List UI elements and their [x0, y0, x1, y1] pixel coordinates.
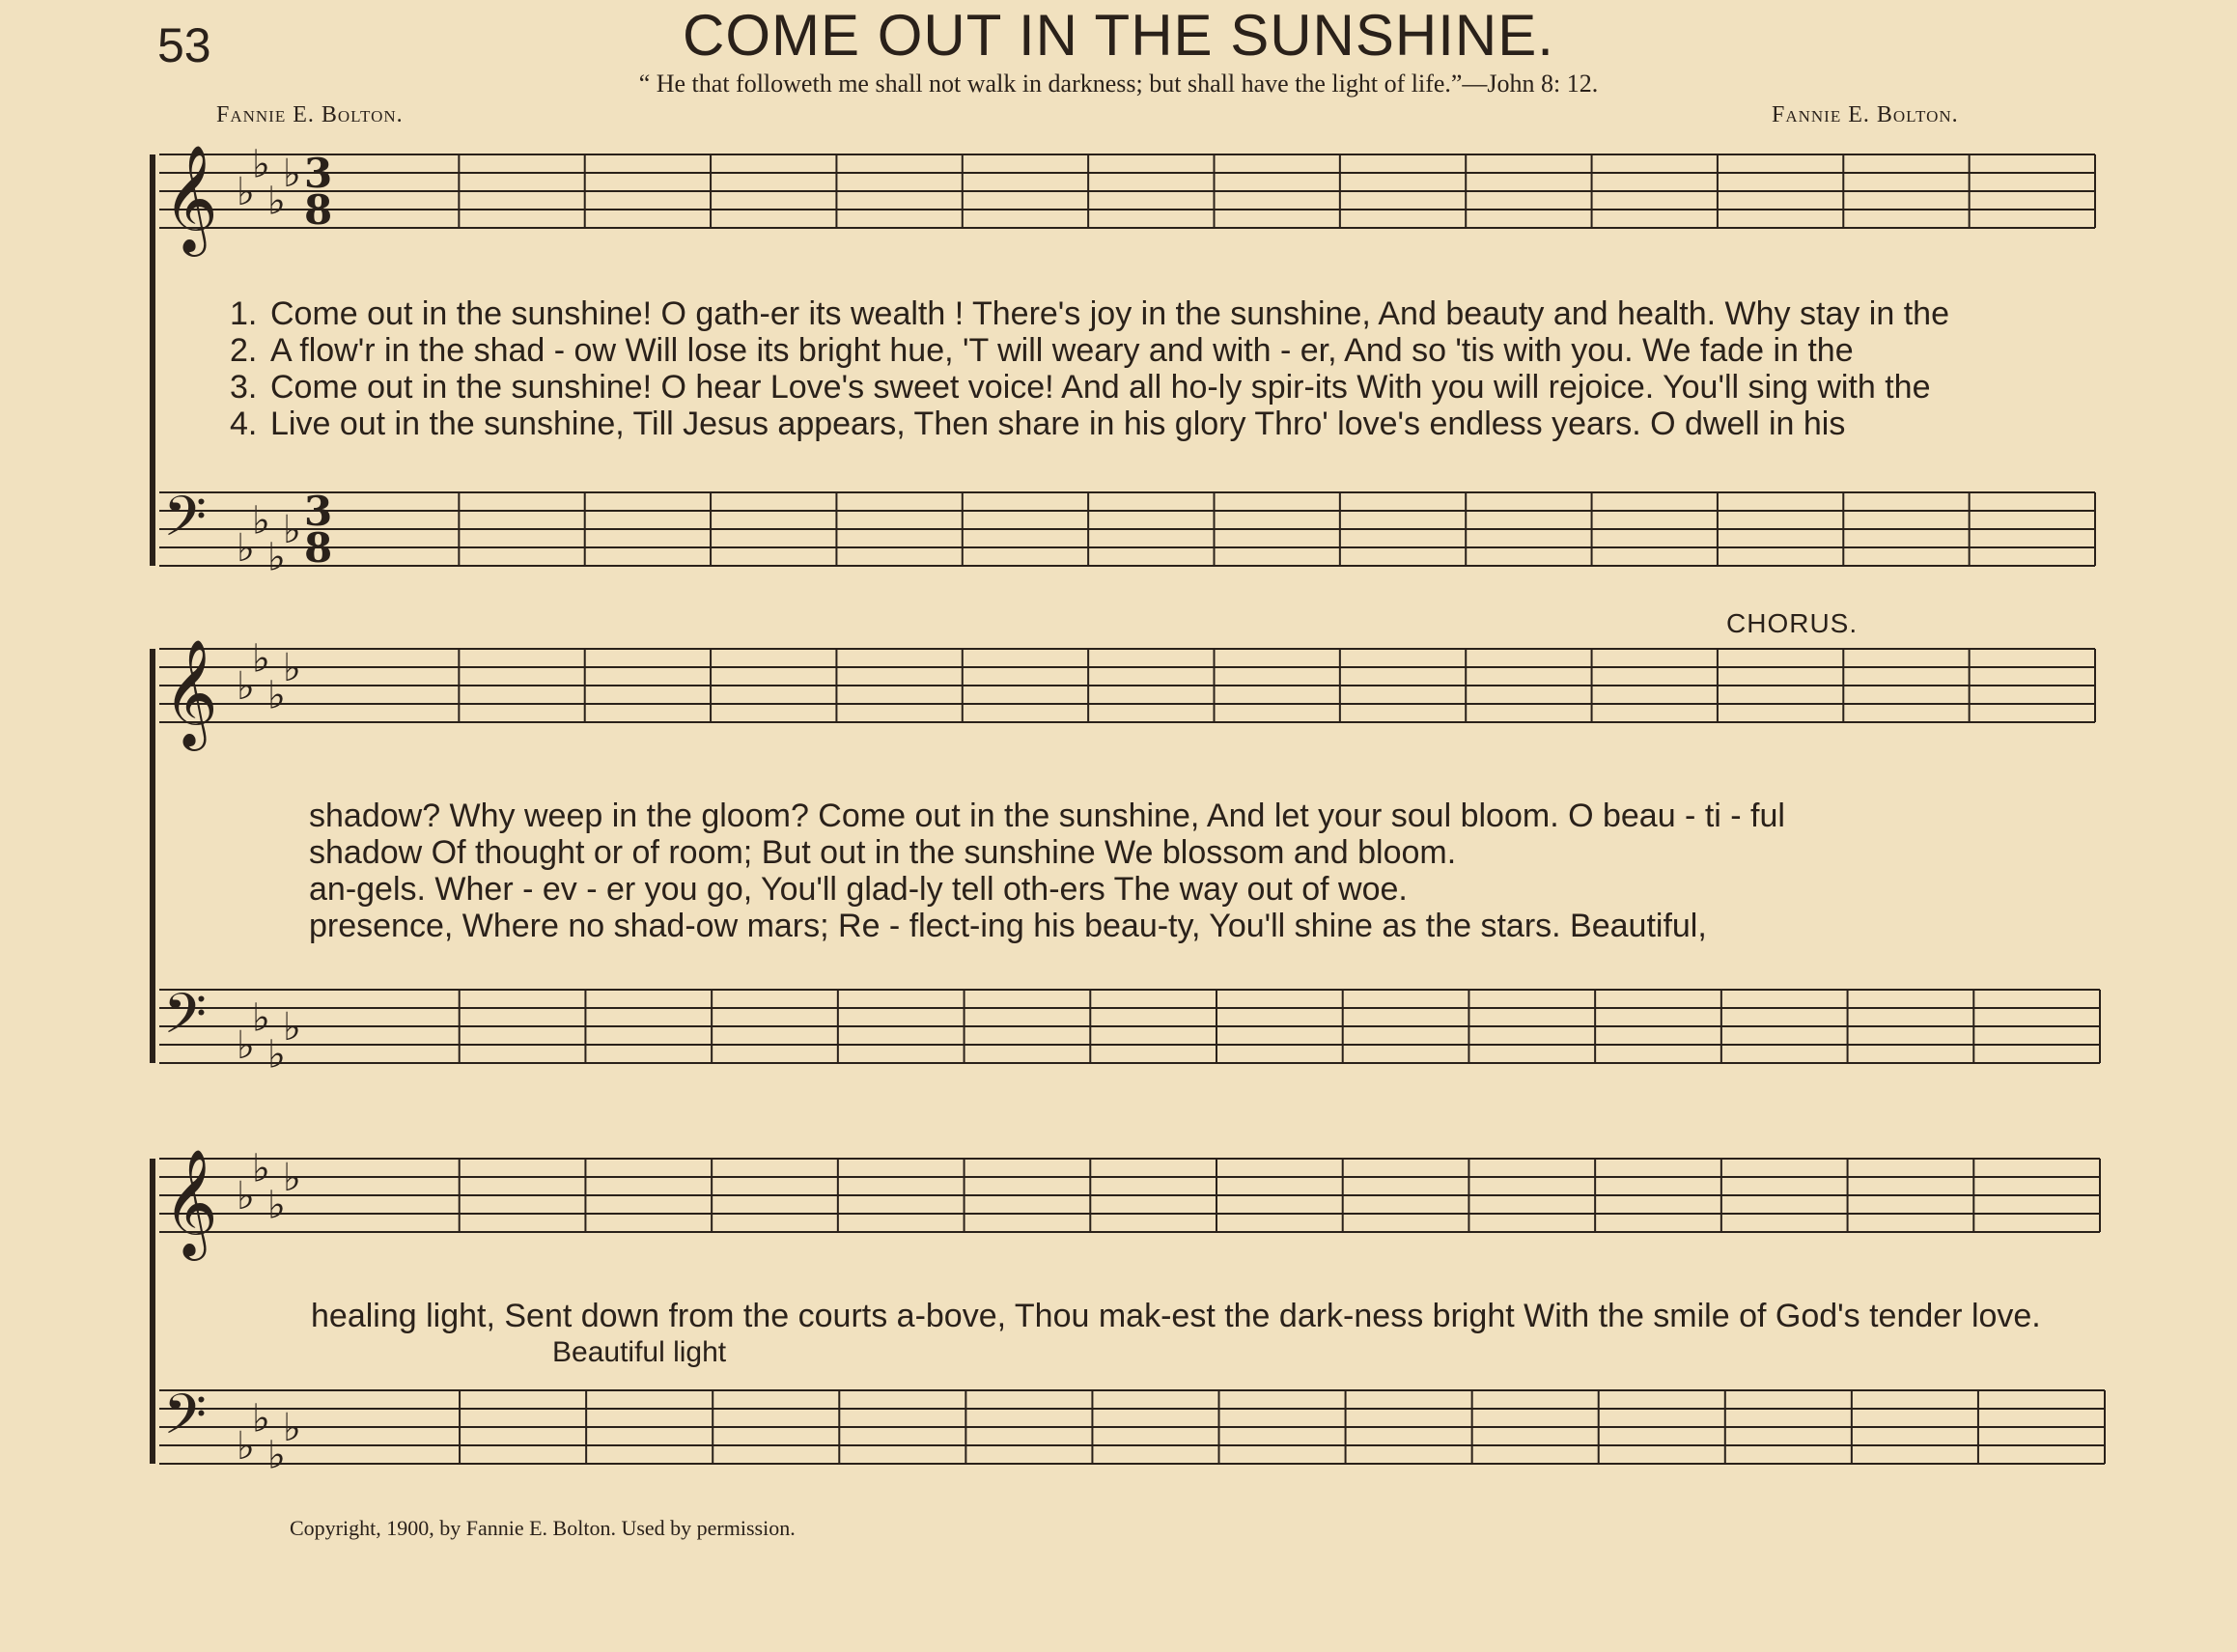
flat-icon: ♭	[283, 508, 301, 552]
verse-number: 4.	[230, 406, 258, 442]
staff-treble	[159, 1147, 2100, 1262]
bass-clef-icon: 𝄢	[163, 484, 208, 563]
hymn-title: COME OUT IN THE SUNSHINE.	[683, 3, 1554, 68]
verse-number: 1.	[230, 295, 258, 332]
chorus-label: CHORUS.	[1726, 608, 1859, 638]
verse-number: 2.	[230, 332, 258, 369]
verse-text: Come out in the sunshine! O hear Love's sweet voice! And all ho-ly spir-its With you will rejoice. You'll sing with the	[270, 369, 1931, 406]
flat-icon: ♭	[252, 1396, 270, 1442]
staff-bass	[159, 1382, 2105, 1478]
verse-line-2	[230, 332, 1854, 370]
flat-icon: ♭	[252, 995, 270, 1041]
staff-bass	[159, 484, 2095, 580]
flat-icon: ♭	[252, 142, 270, 187]
credit-words: Fannie E. Bolton.	[216, 102, 404, 127]
flat-icon: ♭	[237, 526, 255, 571]
treble-clef-icon: 𝄞	[163, 144, 218, 252]
flat-icon: ♭	[252, 1146, 270, 1191]
time-signature-digit: 8	[304, 186, 333, 234]
verse-text: Live out in the sunshine, Till Jesus appears, Then share in his glory Thro' love's endless years. O dwell in his	[270, 406, 1846, 442]
bass-clef-icon: 𝄢	[163, 981, 208, 1060]
flat-icon: ♭	[237, 1424, 255, 1469]
flat-icon: ♭	[267, 1433, 286, 1478]
system2-line-2: shadow Of thought or of room; But out in the sunshine We blossom and bloom.	[309, 834, 1457, 871]
scripture-epigraph: “ He that followeth me shall not walk in darkness; but shall have the light of life.”—John 8: 12.	[638, 70, 1599, 98]
flat-icon: ♭	[237, 170, 255, 214]
verse-text: Come out in the sunshine! O gath-er its wealth ! There's joy in the sunshine, And beauty and health. Why stay in the	[270, 295, 1949, 332]
credit-music: Fannie E. Bolton.	[1772, 102, 1959, 127]
bass-clef-icon: 𝄢	[163, 1382, 208, 1461]
flat-icon: ♭	[267, 1032, 286, 1078]
flat-icon: ♭	[237, 1023, 255, 1068]
system2-line-3: an-gels. Wher - ev - er you go, You'll glad-ly tell oth-ers The way out of woe.	[309, 871, 1408, 908]
flat-icon: ♭	[283, 1406, 301, 1450]
flat-icon: ♭	[283, 1005, 301, 1050]
verse-text: A flow'r in the shad - ow Will lose its bright hue, 'T will weary and with - er, And so 'tis with you. We fade in the	[270, 332, 1854, 369]
verse-number: 3.	[230, 369, 258, 406]
system3-alt-line: Beautiful light	[552, 1336, 727, 1368]
staff-bass	[159, 981, 2100, 1078]
treble-clef-icon: 𝄞	[163, 638, 218, 746]
flat-icon: ♭	[267, 179, 286, 224]
flat-icon: ♭	[252, 636, 270, 682]
flat-icon: ♭	[283, 646, 301, 690]
flat-icon: ♭	[267, 535, 286, 580]
verse-line-1	[230, 295, 1949, 333]
time-signature-digit: 8	[304, 524, 333, 572]
flat-icon: ♭	[267, 673, 286, 718]
flat-icon: ♭	[252, 498, 270, 544]
flat-icon: ♭	[283, 152, 301, 196]
page-number: 53	[157, 18, 211, 72]
time-signature-digit: 3	[304, 488, 333, 535]
system3-line-1: healing light, Sent down from the courts a-bove, Thou mak-est the dark-ness bright With the smile of God's tender love.	[311, 1298, 2041, 1334]
flat-icon: ♭	[267, 1183, 286, 1228]
system2-line-1: shadow? Why weep in the gloom? Come out in the sunshine, And let your soul bloom. O beau - ti - ful	[309, 798, 1785, 834]
treble-clef-icon: 𝄞	[163, 1148, 218, 1256]
copyright-notice: Copyright, 1900, by Fannie E. Bolton. Used by permission.	[290, 1516, 796, 1540]
flat-icon: ♭	[237, 664, 255, 709]
system2-line-4: presence, Where no shad-ow mars; Re - flect-ing his beau-ty, You'll shine as the stars. Beautiful,	[309, 908, 1707, 944]
verse-line-4	[230, 406, 1845, 443]
flat-icon: ♭	[237, 1174, 255, 1218]
verse-line-3	[230, 369, 1931, 406]
flat-icon: ♭	[283, 1156, 301, 1200]
staff-treble	[159, 143, 2095, 258]
time-signature-digit: 3	[304, 150, 333, 197]
staff-treble	[159, 637, 2095, 752]
